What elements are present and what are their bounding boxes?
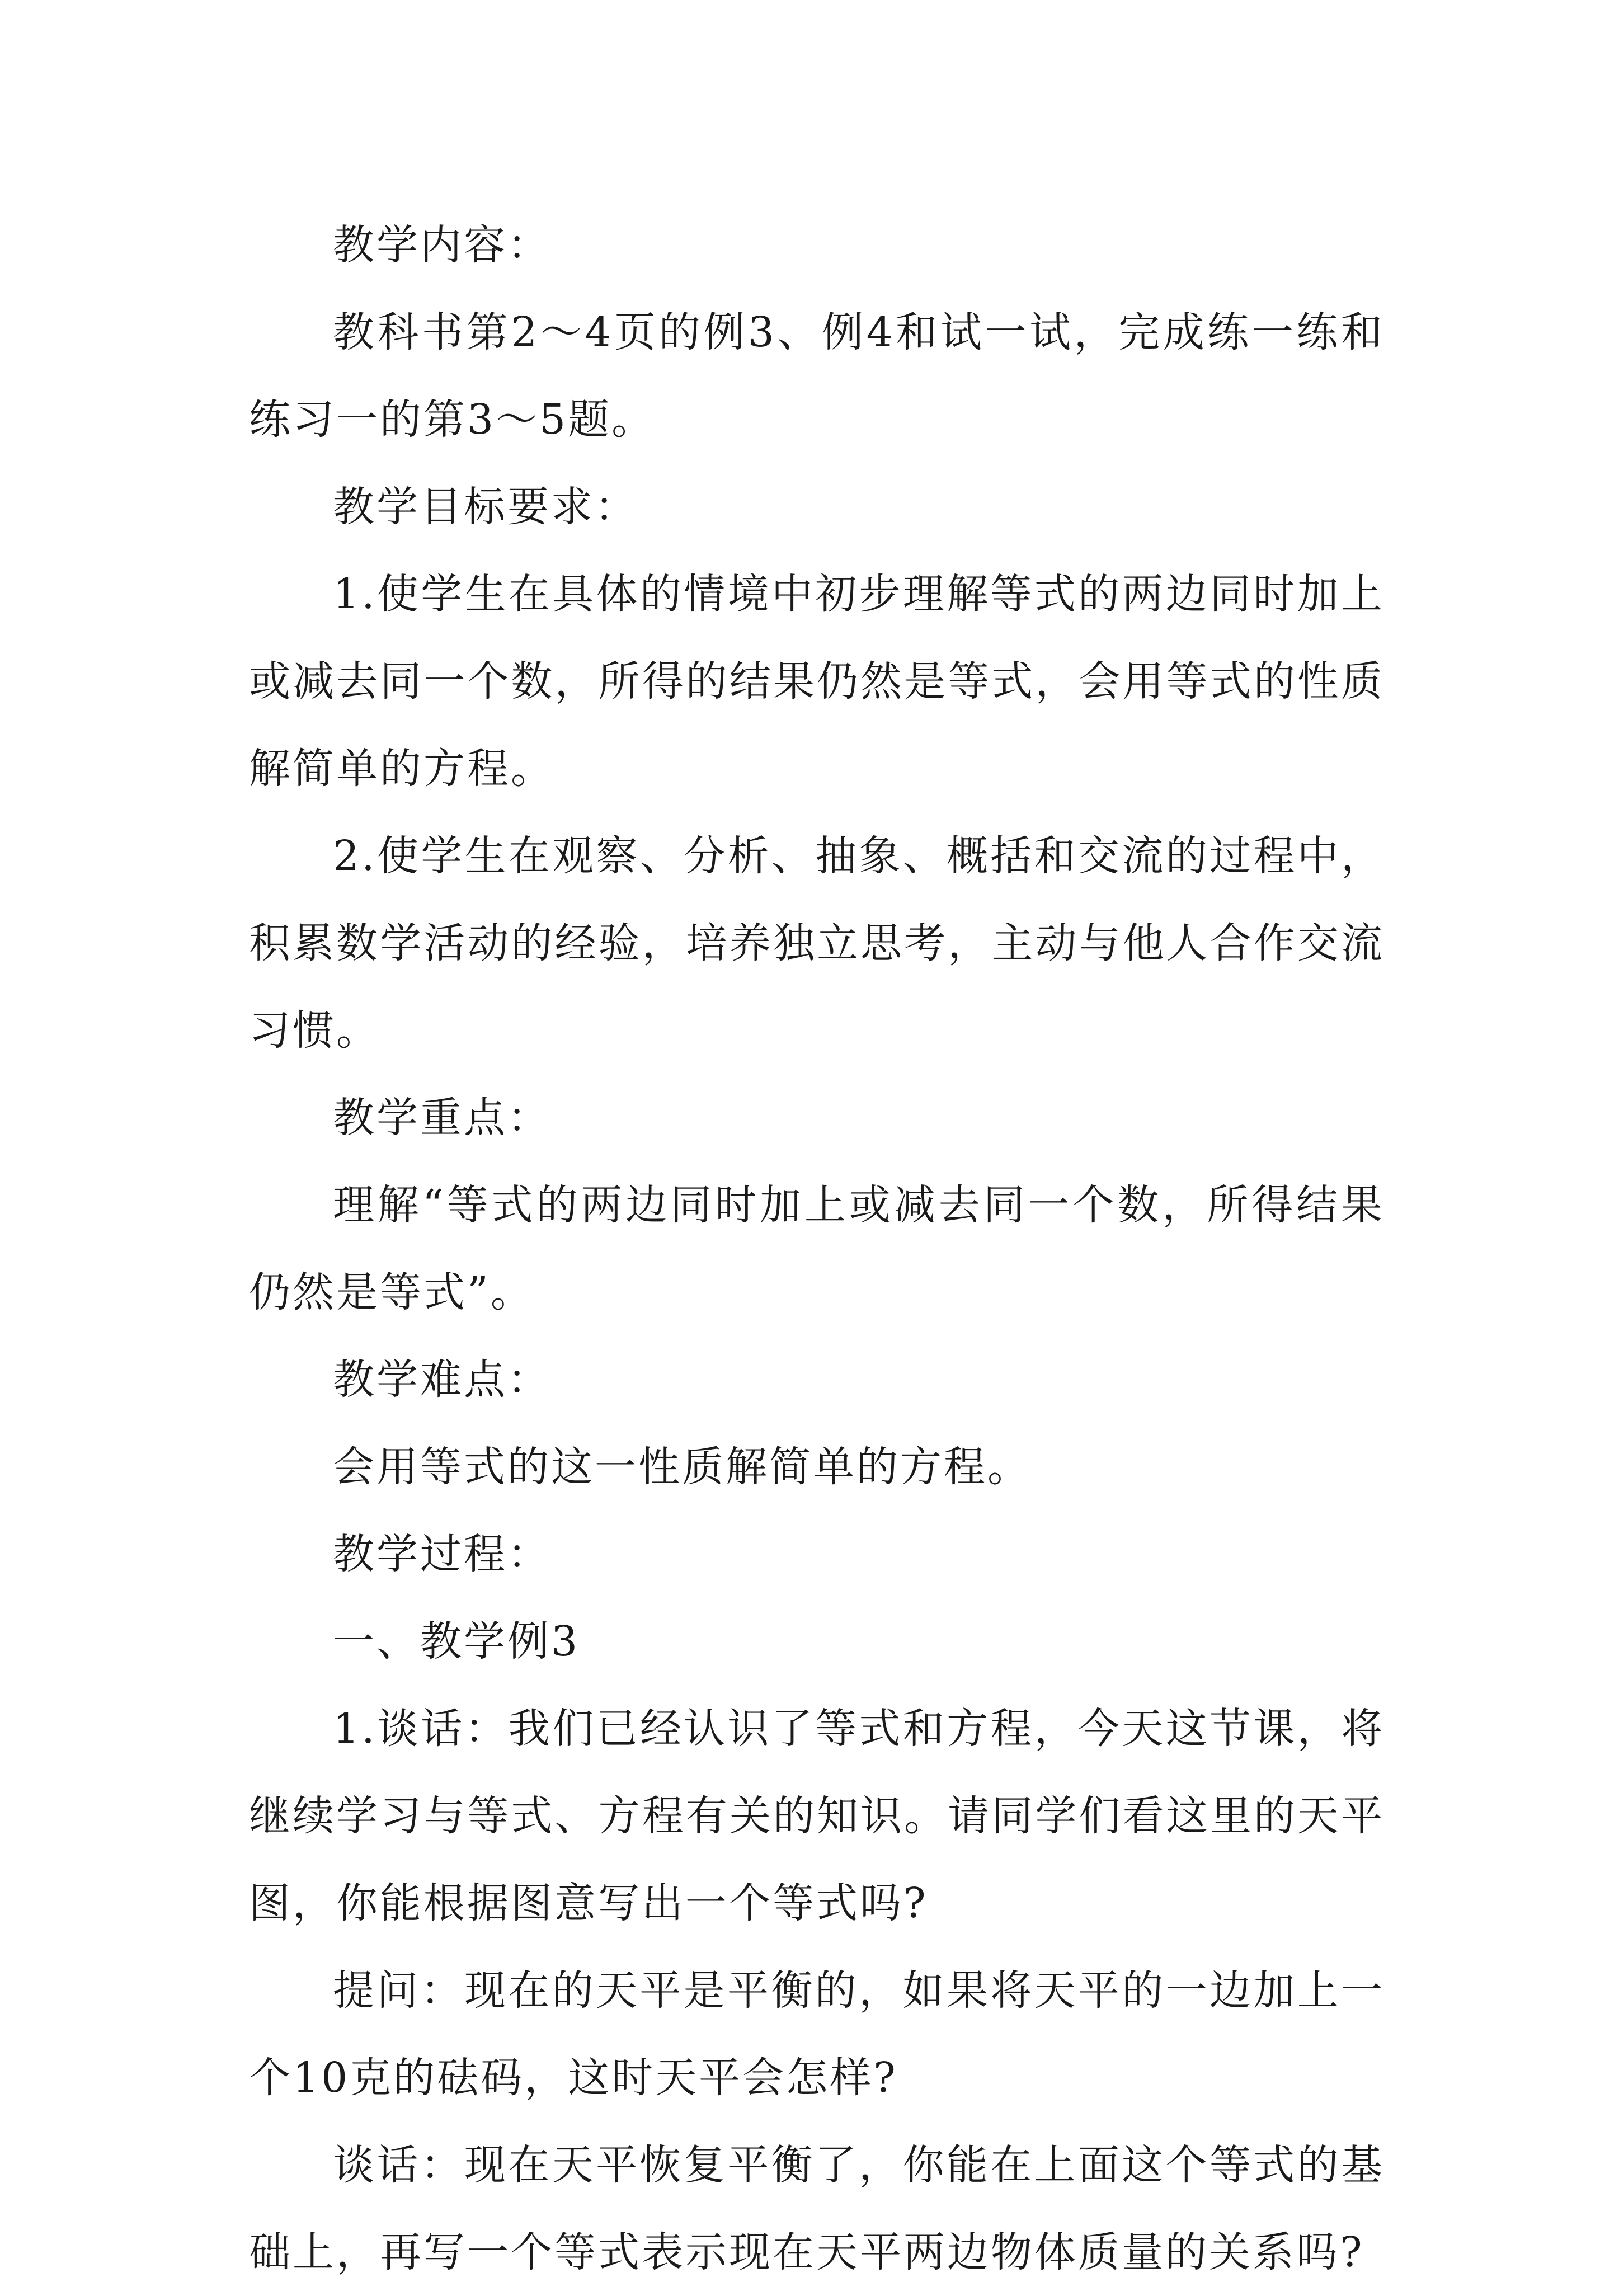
paragraph-talk-2: 谈话：现在天平恢复平衡了，你能在上面这个等式的基础上，再写一个等式表示现在天平两边物体质量的关系吗? [249,2141,1385,2276]
paragraph-talk-1: 1.谈话：我们已经认识了等式和方程，今天这节课，将继续学习与等式、方程有关的知识。请同学们看这里的天平图，你能根据图意写出一个等式吗? [249,1705,1385,1927]
heading-difficulty: 教学难点： [333,1356,551,1404]
heading-key-point: 教学重点： [333,1094,551,1142]
heading-teaching-process: 教学过程： [333,1530,551,1578]
paragraph-textbook-scope: 教科书第2～4页的例3、例4和试一试，完成练一练和练习一的第3～5题。 [249,308,1385,444]
heading-example-3: 一、教学例3 [333,1617,580,1665]
paragraph-key-point: 理解“等式的两边同时加上或减去同一个数，所得结果仍然是等式”。 [249,1181,1385,1316]
paragraph-goal-1: 1.使学生在具体的情境中初步理解等式的两边同时加上或减去同一个数，所得的结果仍然是等式，会用等式的性质解简单的方程。 [249,570,1385,793]
document-body [249,201,1385,2296]
paragraph-question: 提问：现在的天平是平衡的，如果将天平的一边加上一个10克的砝码，这时天平会怎样? [249,1966,1385,2102]
heading-teaching-content: 教学内容： [333,221,551,269]
paragraph-goal-2: 2.使学生在观察、分析、抽象、概括和交流的过程中，积累数学活动的经验，培养独立思考，主动与他人合作交流习惯。 [249,832,1385,1055]
paragraph-difficulty: 会用等式的这一性质解简单的方程。 [333,1443,1031,1491]
heading-teaching-goals: 教学目标要求： [333,483,638,531]
